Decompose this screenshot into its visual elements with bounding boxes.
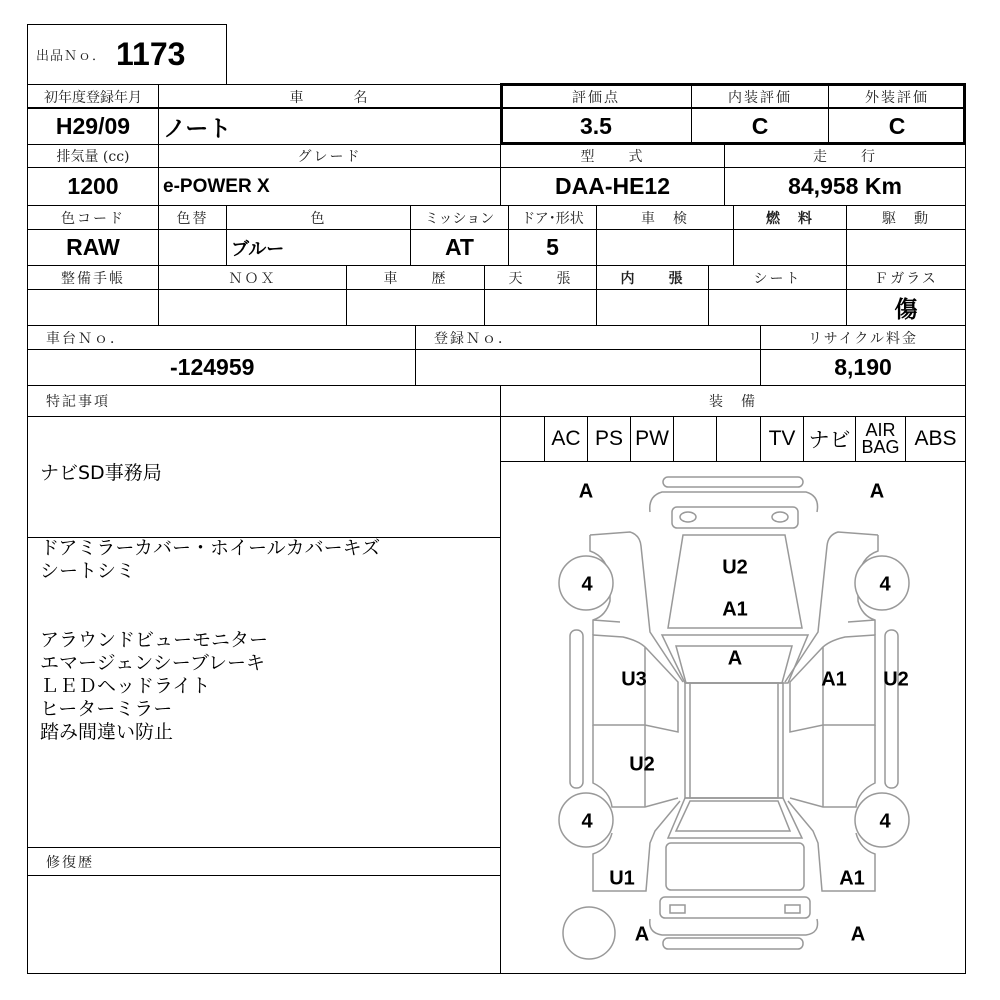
equipment-label: 装 備	[500, 385, 966, 417]
car-name-label: 車 名	[158, 84, 501, 109]
fuel-label: 燃 料	[733, 205, 847, 230]
maintenance-book	[27, 289, 159, 326]
rear-door	[790, 725, 875, 807]
grade: e-POWER X	[158, 167, 501, 206]
damage-mark: A	[850, 923, 866, 946]
registration-number	[415, 349, 761, 386]
headlight-icon	[772, 512, 788, 522]
damage-mark: U2	[883, 668, 909, 691]
transmission: AT	[410, 229, 509, 266]
equipment-blank	[716, 416, 761, 462]
equipment-blank	[500, 416, 545, 462]
equipment-ac: AC	[544, 416, 588, 462]
damage-mark: U1	[609, 867, 635, 890]
notes-label: 特記事項	[27, 385, 501, 417]
front-bumper	[650, 492, 818, 512]
equipment-airbag: AIR BAG	[855, 416, 906, 462]
color-code-label: 色コード	[27, 205, 159, 230]
rear-window	[676, 801, 790, 831]
equipment-abs: ABS	[905, 416, 966, 462]
model-code: DAA-HE12	[500, 167, 725, 206]
inspection	[596, 229, 734, 266]
front-fender	[785, 532, 878, 682]
tire-tread-value: 4	[581, 573, 593, 596]
reg-date-label: 初年度登録年月	[27, 84, 159, 109]
color-label: 色	[226, 205, 411, 230]
front-bumper-bar	[663, 477, 803, 487]
rear-bumper	[660, 897, 810, 918]
damage-mark: U2	[722, 556, 748, 579]
car-outline	[500, 461, 966, 973]
damage-mark: U3	[621, 668, 647, 691]
damage-diagram	[500, 461, 966, 974]
side-sill	[885, 630, 898, 788]
chassis-number-label: 車台Ｎｏ．	[27, 325, 416, 350]
damage-mark: A	[869, 480, 885, 503]
car-left-side	[559, 532, 683, 891]
tail-light-icon	[785, 905, 800, 913]
note-line: アラウンドビューモニター	[40, 629, 269, 651]
drive	[846, 229, 966, 266]
equipment-blank	[673, 416, 717, 462]
roof-inner	[690, 683, 778, 798]
seat-label: シート	[708, 265, 847, 290]
side-sill	[570, 630, 583, 788]
displacement: 1200	[27, 167, 159, 206]
front-glass-label: Ｆガラス	[846, 265, 966, 290]
note-line: シートシミ	[40, 560, 136, 582]
equipment-ps: PS	[587, 416, 631, 462]
mileage-label: 走 行	[724, 144, 966, 168]
transmission-label: ミッション	[410, 205, 509, 230]
maintenance-book-label: 整備手帳	[27, 265, 159, 290]
damage-mark: A1	[722, 598, 748, 621]
model-label: 型 式	[500, 144, 725, 168]
fuel	[733, 229, 847, 266]
notes-list	[40, 537, 380, 744]
tire-tread-value: 4	[879, 810, 891, 833]
score-label: 評価点	[500, 84, 692, 109]
doors: 5	[508, 229, 597, 266]
car-name: ノート	[158, 107, 501, 145]
front-glass: 傷	[846, 289, 966, 326]
note-line: エマージェンシーブレーキ	[40, 652, 266, 674]
recycle-fee: 8,190	[760, 349, 966, 386]
spare-tire-icon	[563, 907, 615, 959]
interior-grade-label: 内装評価	[691, 84, 829, 109]
note-line: ＬＥＤヘッドライト	[40, 675, 211, 697]
interior-trim	[596, 289, 709, 326]
repair-history	[27, 875, 501, 974]
tire-tread-value: 4	[879, 573, 891, 596]
lot-number-box	[27, 24, 227, 85]
reg-date: H29/09	[27, 107, 159, 145]
note-line: ヒーターミラー	[40, 698, 173, 720]
equipment-navi: ナビ	[803, 416, 856, 462]
color: ブルー	[226, 229, 411, 266]
note-line	[40, 583, 380, 606]
nox-label: ＮＯＸ	[158, 265, 347, 290]
trunk	[666, 843, 804, 890]
rear-bumper-lower	[650, 919, 818, 935]
damage-mark: A1	[821, 668, 847, 691]
nox	[158, 289, 347, 326]
seat	[708, 289, 847, 326]
headlight-icon	[680, 512, 696, 522]
note-line: ナビSD事務局	[40, 462, 162, 484]
color-code: RAW	[27, 229, 159, 266]
drive-label: 駆 動	[846, 205, 966, 230]
door-label: ドア･形状	[508, 205, 597, 230]
front-fender	[590, 532, 683, 682]
grade-box-frame	[500, 83, 966, 145]
color-change	[158, 229, 227, 266]
ceiling	[484, 289, 597, 326]
exterior-grade: C	[828, 107, 966, 145]
lot-number: 1173	[116, 36, 186, 72]
damage-mark: A	[634, 923, 650, 946]
interior-grade: C	[691, 107, 829, 145]
inspection-label: 車 検	[596, 205, 734, 230]
history	[346, 289, 485, 326]
registration-number-label: 登録Ｎｏ．	[415, 325, 761, 350]
rear-bumper-bar	[663, 938, 803, 949]
note-line	[40, 606, 380, 629]
displacement-label: 排気量 (cc)	[27, 144, 159, 168]
recycle-fee-label: リサイクル料金	[760, 325, 966, 350]
note-line: 踏み間違い防止	[40, 721, 174, 743]
damage-mark: A	[578, 480, 594, 503]
score: 3.5	[500, 107, 692, 145]
roof	[685, 683, 783, 798]
ceiling-label: 天 張	[484, 265, 597, 290]
repair-history-label: 修復歴	[27, 847, 501, 876]
grade-label: グレード	[158, 144, 501, 168]
tail-light-icon	[670, 905, 685, 913]
history-label: 車 歴	[346, 265, 485, 290]
equipment-tv: TV	[760, 416, 804, 462]
damage-mark: A1	[839, 867, 865, 890]
damage-mark: A	[727, 647, 743, 670]
exterior-grade-label: 外装評価	[828, 84, 966, 109]
chassis-number: -124959	[27, 349, 416, 386]
lot-label: 出品Ｎｏ．	[36, 49, 107, 64]
damage-mark: U2	[629, 753, 655, 776]
color-change-label: 色替	[158, 205, 227, 230]
grille	[672, 507, 798, 528]
equipment-pw: PW	[630, 416, 674, 462]
mileage: 84,958 Km	[724, 167, 966, 206]
note-line: ドアミラーカバー・ホイールカバーキズ	[40, 537, 381, 559]
interior-trim-label: 内 張	[596, 265, 709, 290]
tire-tread-value: 4	[581, 810, 593, 833]
